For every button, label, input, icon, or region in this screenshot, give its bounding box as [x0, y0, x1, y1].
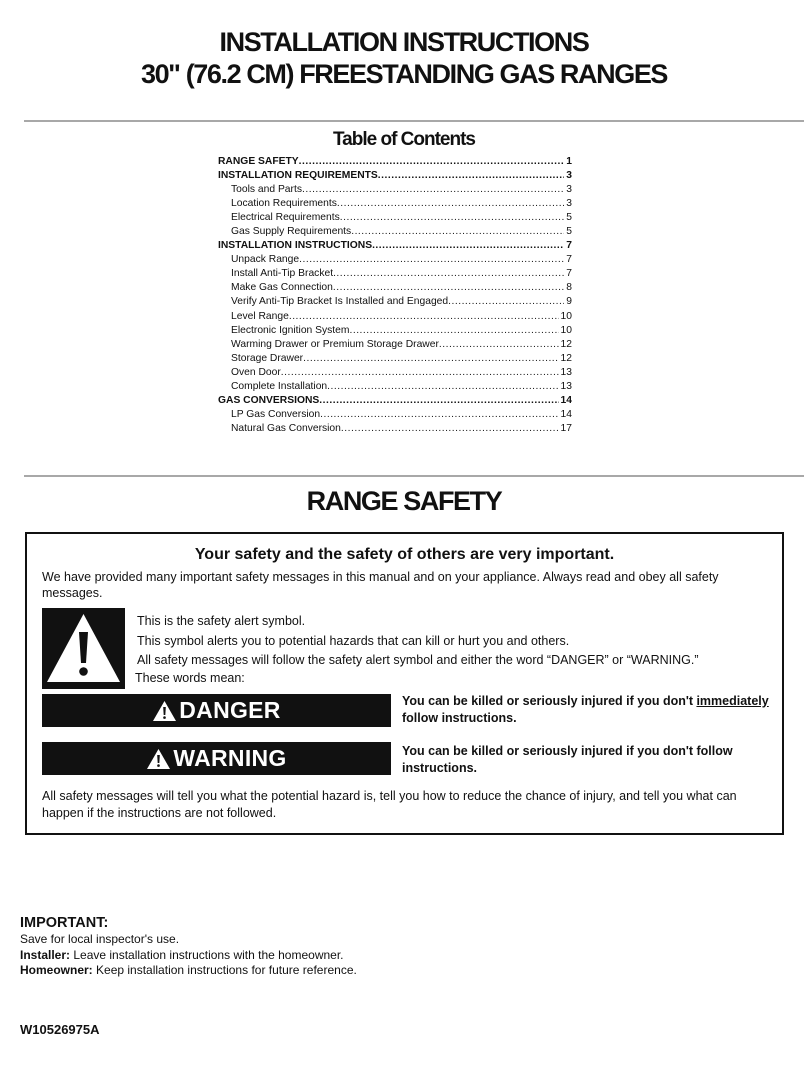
toc-entry-page: 3	[566, 184, 572, 196]
toc-entry-page: 7	[566, 254, 572, 266]
toc-entry-label: Oven Door	[231, 366, 281, 378]
toc-entry-page: 3	[566, 198, 572, 210]
toc-entry	[218, 253, 572, 267]
toc-entry-label: Tools and Parts	[231, 184, 302, 196]
toc-entry	[218, 295, 572, 309]
toc-entry	[218, 169, 572, 183]
toc-entry	[218, 197, 572, 211]
toc-entry-page: 13	[560, 366, 572, 378]
toc-entry-label: Electronic Ignition System	[231, 324, 350, 336]
homeowner-label: Homeowner:	[20, 963, 93, 977]
toc-entry-label: Unpack Range	[231, 254, 300, 266]
toc-title: Table of Contents	[332, 129, 476, 150]
toc-leader-dots	[372, 239, 564, 253]
alert-line-2: This symbol alerts you to potential hazards that can kill or hurt you and others.	[137, 633, 570, 648]
safety-alert-icon	[42, 608, 125, 689]
toc-entry-page: 14	[560, 408, 572, 420]
toc-entry	[218, 225, 572, 239]
title-line-2: 30" (76.2 CM) FREESTANDING GAS RANGES	[140, 59, 668, 89]
toc-entry-page: 1	[566, 156, 572, 167]
toc-entry	[218, 380, 572, 394]
toc-entry-page: 12	[560, 352, 572, 364]
toc-entry	[218, 239, 572, 253]
toc-entry-page: 7	[566, 268, 572, 280]
toc-leader-dots	[281, 366, 559, 380]
document-number: W10526975A	[20, 1022, 100, 1037]
toc-entry	[218, 211, 572, 225]
toc-entry-label: Gas Supply Requirements	[231, 226, 352, 238]
installer-text: Leave installation instructions with the homeowner.	[70, 947, 344, 962]
important-line-2	[20, 948, 720, 964]
toc-entry-label: Complete Installation	[231, 380, 328, 392]
toc-entry-label: INSTALLATION INSTRUCTIONS	[218, 240, 373, 252]
toc-leader-dots	[319, 394, 558, 408]
toc-entry	[218, 324, 572, 338]
toc-leader-dots	[333, 267, 564, 281]
table-of-contents	[218, 155, 572, 436]
toc-entry	[218, 310, 572, 324]
installer-label: Installer:	[20, 947, 71, 962]
toc-entry	[218, 422, 572, 436]
toc-entry-label: GAS CONVERSIONS	[218, 394, 320, 406]
danger-banner	[42, 694, 391, 727]
warning-label: WARNING	[173, 745, 287, 771]
toc-leader-dots	[378, 169, 564, 183]
toc-leader-dots	[327, 380, 558, 394]
toc-entry	[218, 183, 572, 197]
important-line-1: Save for local inspector's use.	[20, 932, 180, 946]
toc-leader-dots	[448, 295, 564, 309]
toc-entry	[218, 267, 572, 281]
toc-entry	[218, 366, 572, 380]
toc-entry-label: LP Gas Conversion	[231, 408, 321, 420]
alert-line-3: All safety messages will follow the safety alert symbol and either the word “DANGER” or “WARNING.”	[137, 653, 699, 667]
section-title: RANGE SAFETY	[306, 486, 502, 516]
toc-entry-page: 12	[560, 338, 572, 350]
toc-entry-page: 5	[566, 212, 572, 224]
toc-entry-label: Install Anti-Tip Bracket	[231, 268, 334, 280]
toc-entry-label: Verify Anti-Tip Bracket Is Installed and Engaged	[231, 296, 449, 308]
warning-description: You can be killed or seriously injured if you don't follow instructions.	[402, 744, 733, 775]
toc-leader-dots	[439, 338, 559, 352]
danger-alert-icon	[152, 700, 177, 722]
toc-leader-dots	[341, 422, 559, 436]
toc-entry-page: 17	[560, 422, 572, 434]
danger-description	[402, 693, 777, 726]
section-divider	[24, 475, 804, 477]
safety-heading: Your safety and the safety of others are very important.	[194, 546, 615, 563]
toc-entry	[218, 352, 572, 366]
danger-label: DANGER	[179, 697, 281, 723]
toc-entry-page: 3	[566, 170, 572, 182]
toc-entry-label: Warming Drawer or Premium Storage Drawer	[231, 338, 439, 350]
toc-leader-dots	[299, 155, 565, 169]
toc-entry	[218, 394, 572, 408]
toc-entry-page: 5	[566, 226, 572, 238]
toc-entry-label: INSTALLATION REQUIREMENTS	[218, 170, 378, 182]
toc-entry	[218, 281, 572, 295]
toc-entry-page: 14	[560, 394, 572, 406]
important-line-3	[20, 963, 720, 979]
toc-entry	[218, 408, 572, 422]
toc-leader-dots	[349, 324, 558, 338]
title-line-1: INSTALLATION INSTRUCTIONS	[219, 27, 589, 57]
toc-entry-label: Storage Drawer	[231, 352, 304, 364]
toc-entry-page: 10	[560, 310, 572, 322]
alert-line-1: This is the safety alert symbol.	[137, 614, 306, 628]
toc-leader-dots	[333, 281, 564, 295]
homeowner-text: Keep installation instructions for future reference.	[92, 963, 357, 977]
toc-entry-label: Location Requirements	[231, 198, 337, 210]
toc-entry-label: Electrical Requirements	[231, 212, 340, 224]
important-notice	[20, 914, 720, 979]
alert-line-4: These words mean:	[135, 670, 245, 685]
toc-entry-label: Make Gas Connection	[231, 282, 333, 294]
toc-entry	[218, 155, 572, 169]
toc-entry-label: RANGE SAFETY	[218, 156, 299, 167]
toc-entry-page: 10	[560, 324, 572, 336]
warning-banner	[42, 742, 391, 775]
safety-intro: We have provided many important safety messages in this manual and on your appliance. Always read and obey all safety messages.	[42, 570, 719, 600]
safety-box	[25, 532, 784, 835]
important-heading: IMPORTANT:	[20, 915, 109, 931]
toc-leader-dots	[340, 211, 565, 225]
toc-leader-dots	[303, 352, 558, 366]
toc-entry-label: Natural Gas Conversion	[231, 422, 341, 434]
top-divider	[24, 120, 804, 122]
toc-entry-page: 13	[560, 380, 572, 392]
safety-footer: All safety messages will tell you what the potential hazard is, tell you how to reduce the chance of injury, and tell you what can happen if the instructions are not followed.	[42, 789, 737, 820]
toc-leader-dots	[320, 408, 558, 422]
toc-entry	[218, 338, 572, 352]
alert-explanation	[137, 612, 777, 685]
toc-leader-dots	[289, 310, 559, 324]
toc-entry-page: 9	[566, 296, 572, 308]
toc-entry-label: Level Range	[231, 310, 289, 322]
danger-desc-emphasis: immediately	[696, 694, 769, 708]
toc-leader-dots	[302, 183, 564, 197]
toc-entry-page: 8	[566, 282, 572, 294]
warning-alert-icon	[146, 748, 171, 770]
document-title	[0, 26, 808, 90]
toc-leader-dots	[351, 225, 564, 239]
toc-leader-dots	[299, 253, 564, 267]
toc-entry-page: 7	[566, 240, 572, 252]
danger-desc-end: follow instructions.	[402, 710, 517, 725]
toc-leader-dots	[337, 197, 564, 211]
danger-desc-text: You can be killed or seriously injured if you don't	[402, 694, 697, 708]
